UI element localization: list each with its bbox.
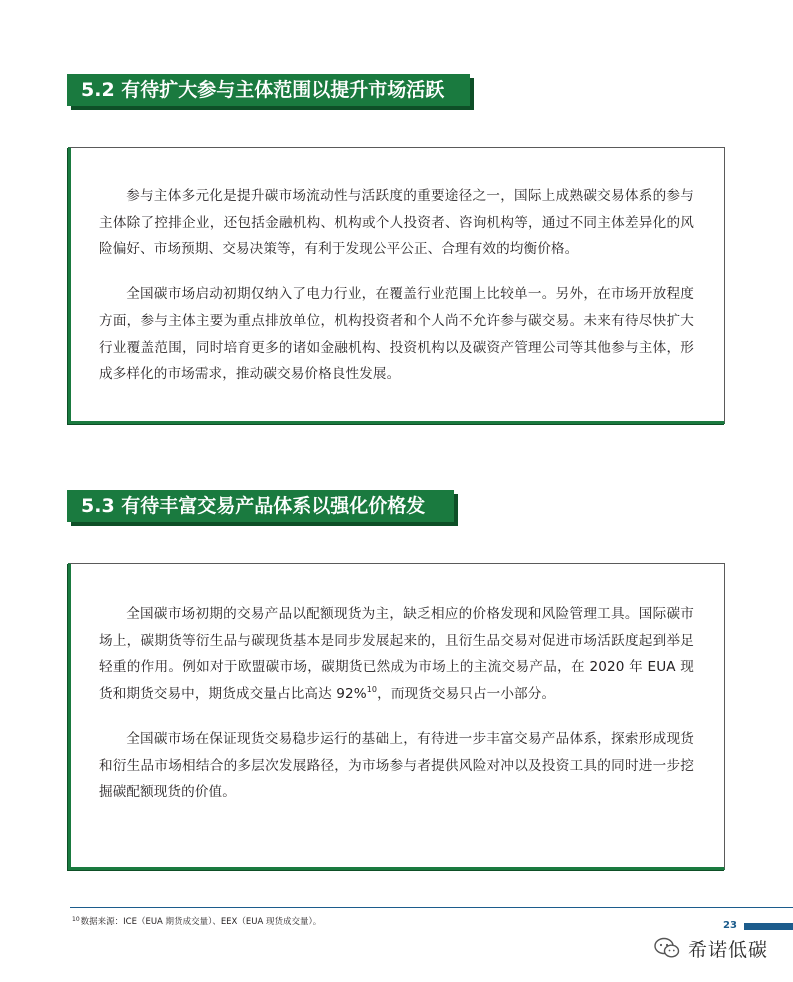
text-box — [68, 147, 725, 424]
footnote — [72, 915, 321, 927]
paragraph — [99, 601, 694, 708]
paragraph-text: ，而现货交易只占一小部分。 — [377, 686, 556, 703]
watermark — [654, 936, 768, 960]
brand-name: 希诺低碳 — [688, 938, 769, 961]
paragraph: 参与主体多元化是提升碳市场流动性与活跃度的重要途径之一，国际上成熟碳交易体系的参与主体除了控排企业，还包括金融机构、机构或个人投资者、咨询机构等，通过不同主体差异化的风险偏好、市场预期、交易决策等，有利于发现公平公正、合理有效的均衡价格。 — [99, 188, 694, 258]
footnote-number: 10 — [72, 916, 80, 923]
footnote-reference: 10 — [366, 685, 378, 695]
text-box — [68, 563, 725, 870]
section-heading: 5.2 有待扩大参与主体范围以提升市场活跃度 — [67, 74, 470, 106]
page-number-bar — [744, 923, 793, 930]
footnote-text: 数据来源：ICE（EUA 期货成交量）、EEX（EUA 现货成交量）。 — [80, 917, 322, 927]
section-heading: 5.3 有待丰富交易产品体系以强化价格发现 — [67, 490, 454, 522]
wechat-icon — [654, 937, 680, 959]
paragraph-text: 全国碳市场初期的交易产品以配额现货为主，缺乏相应的价格发现和风险管理工具。国际碳市场上，碳期货等衍生品与碳现货基本是同步发展起来的，且衍生品交易对促进市场活跃度起到举足轻重的作用。例如对于欧盟碳市场，碳期货已然成为市场上的主流交易产品，在 2020 年 EUA 现货和期货交易中，期货成交量占比高达 92% — [99, 606, 694, 703]
paragraph: 全国碳市场启动初期仅纳入了电力行业，在覆盖行业范围上比较单一。另外，在市场开放程度方面，参与主体主要为重点排放单位，机构投资者和个人尚不允许参与碳交易。未来有待尽快扩大行业覆盖范围，同时培育更多的诸如金融机构、投资机构以及碳资产管理公司等其他参与主体，形成多样化的市场需求，推动碳交易价格良性发展。 — [99, 286, 694, 383]
paragraph: 全国碳市场在保证现货交易稳步运行的基础上，有待进一步丰富交易产品体系，探索形成现货和衍生品市场相结合的多层次发展路径，为市场参与者提供风险对冲以及投资工具的同时进一步挖掘碳配额现货的价值。 — [99, 730, 694, 801]
page-number: 23 — [723, 920, 737, 931]
footer-divider — [70, 907, 793, 908]
